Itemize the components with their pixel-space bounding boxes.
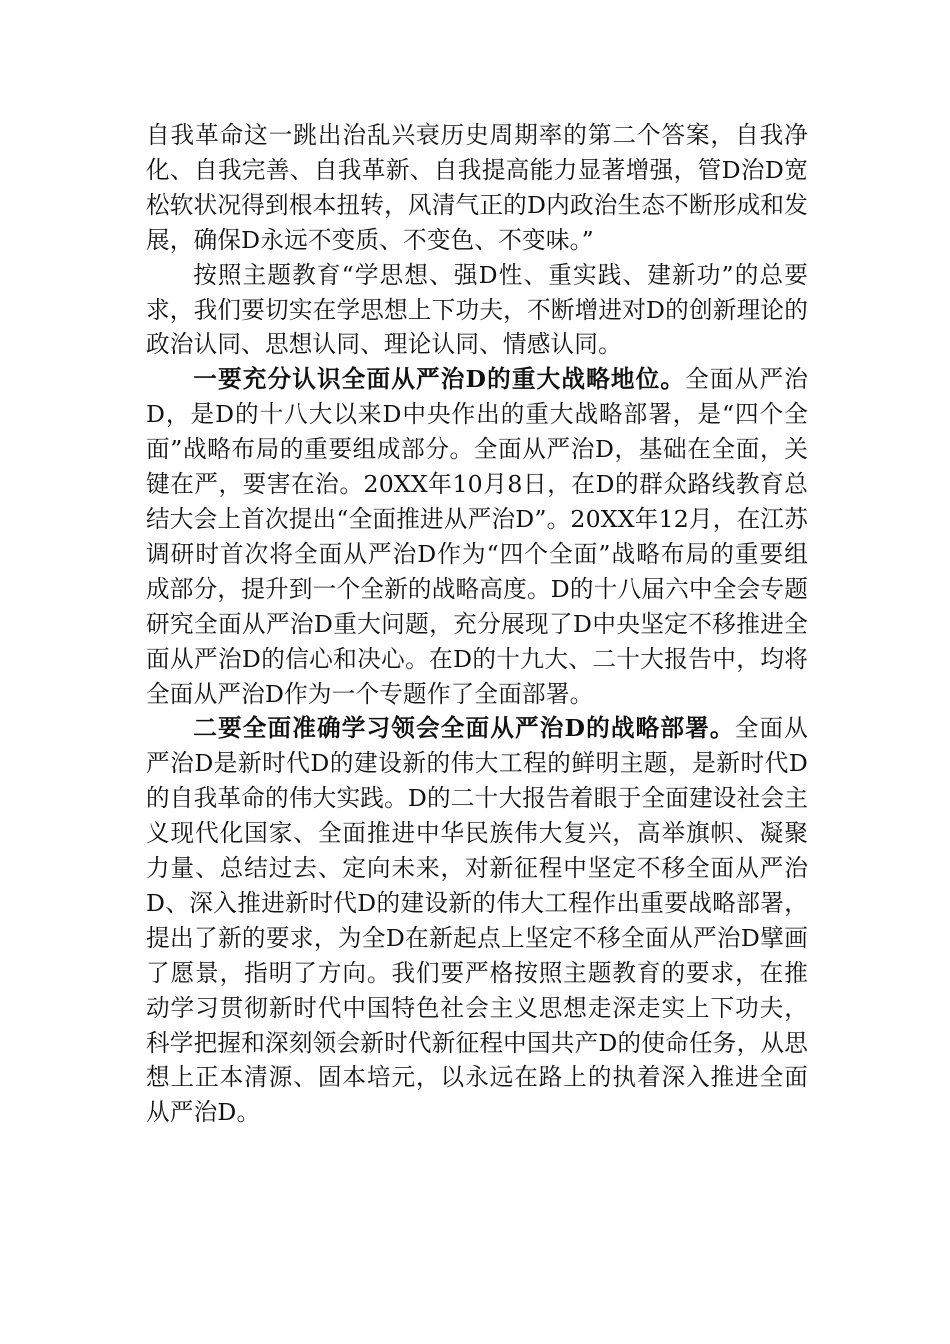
paragraph-text: 自我革命这一跳出治乱兴衰历史周期率的第二个答案，自我净化、自我完善、自我革新、自我提高能力显著增强，管D治D宽松软状况得到根本扭转，风清气正的D内政治生态不断形成和发展，确保D永远不变质、不变色、不变味。” <box>146 121 808 254</box>
paragraph-text: 按照主题教育“学思想、强D性、重实践、建新功”的总要求，我们要切实在学思想上下功夫，不断增进对D的创新理论的政治认同、思想认同、理论认同、情感认同。 <box>146 260 808 359</box>
paragraph-continuation <box>146 118 808 258</box>
paragraph-point-two <box>146 711 808 1130</box>
paragraph-lead-heading: 二要全面准确学习领会全面从严治D的战略部署。 <box>193 714 735 743</box>
paragraph-study-requirements <box>146 258 808 363</box>
paragraph-text: 全面从严治D，是D的十八大以来D中央作出的重大战略部署，是“四个全面”战略布局的重要组成部分。全面从严治D，基础在全面，关键在严，要害在治。20XX年10月8日，在D的群众路线教育总结大会上首次提出“全面推进从严治D”。20XX年12月，在江苏调研时首次将全面从严治D作为“四个全面”战略布局的重要组成部分，提升到一个全新的战略高度。D的十八届六中全会专题研究全面从严治D重大问题，充分展现了D中央坚定不移推进全面从严治D的信心和决心。在D的十九大、二十大报告中，均将全面从严治D作为一个专题作了全面部署。 <box>146 365 808 708</box>
document-body <box>146 118 808 1130</box>
paragraph-point-one <box>146 362 808 711</box>
paragraph-text: 全面从严治D是新时代D的建设新的伟大工程的鲜明主题，是新时代D的自我革命的伟大实践。D的二十大报告着眼于全面建设社会主义现代化国家、全面推进中华民族伟大复兴，高举旗帜、凝聚力量、总结过去、定向未来，对新征程中坚定不移全面从严治D、深入推进新时代D的建设新的伟大工程作出重要战略部署，提出了新的要求，为全D在新起点上坚定不移全面从严治D擘画了愿景，指明了方向。我们要严格按照主题教育的要求，在推动学习贯彻新时代中国特色社会主义思想走深走实上下功夫，科学把握和深刻领会新时代新征程中国共产D的使命任务，从思想上正本清源、固本培元，以永远在路上的执着深入推进全面从严治D。 <box>146 714 808 1127</box>
paragraph-lead-heading: 一要充分认识全面从严治D的重大战略地位。 <box>193 365 686 394</box>
